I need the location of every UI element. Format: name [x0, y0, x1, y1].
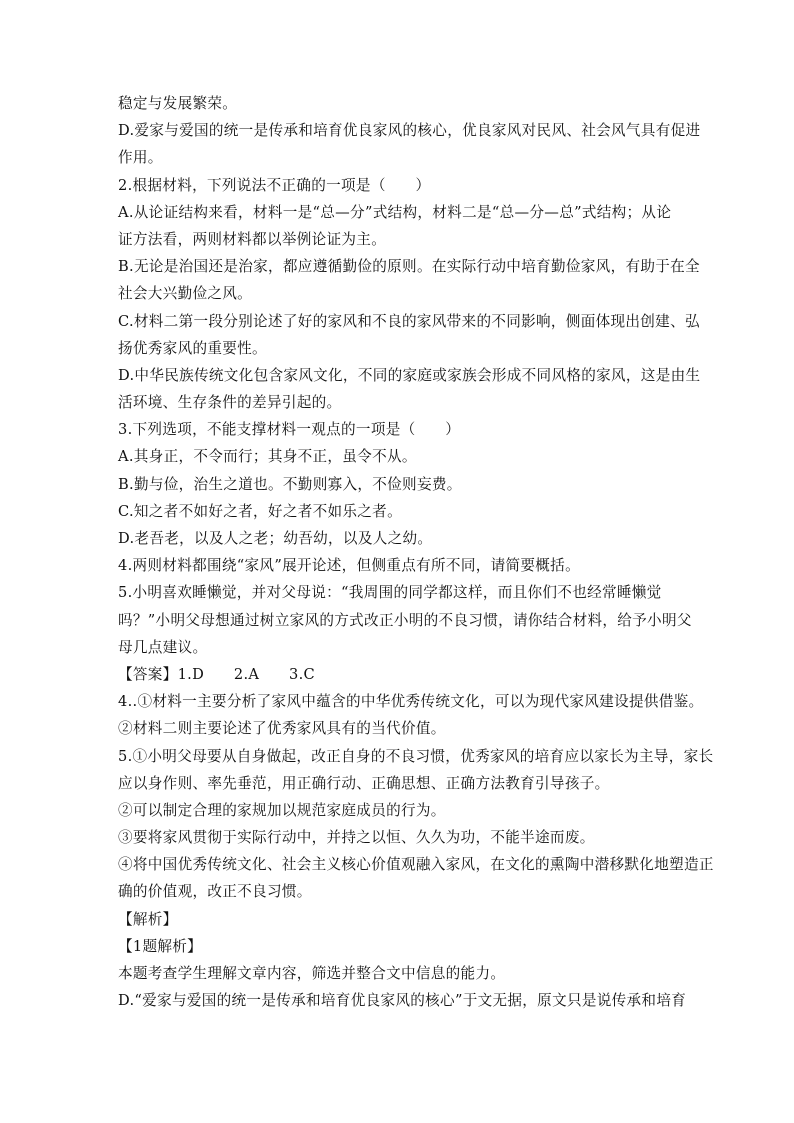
- text-line: ②材料二则主要论述了优秀家风具有的当代价值。: [118, 720, 446, 738]
- option-a-line: A.其身正，不令而行；其身不正，虽令不从。: [118, 448, 417, 466]
- text-line: 母几点建议。: [118, 638, 208, 656]
- text-line: 作用。: [118, 149, 163, 167]
- option-a-line: A.从论证结构来看，材料一是“总—分”式结构，材料二是“总—分—总”式结构；从论: [118, 203, 672, 221]
- option-b-line: B.无论是治国还是治家，都应遵循勤俭的原则。在实际行动中培育勤俭家风，有助于在全: [118, 258, 700, 276]
- text-line: 本题考查学生理解文章内容，筛选并整合文中信息的能力。: [118, 965, 506, 982]
- text-line: D.“爱家与爱国的统一是传承和培育优良家风的核心”于文无据，原文只是说传承和培育: [118, 992, 687, 1010]
- option-c-line: C.知之者不如好之者，好之者不如乐之者。: [118, 502, 402, 520]
- question-3: 3.下列选项，不能支撑材料一观点的一项是（ ）: [118, 421, 461, 439]
- option-b-line: B.勤与俭，治生之道也。不勤则寡入，不俭则妄费。: [118, 475, 462, 493]
- question-4: 4.两则材料都围绕“家风”展开论述，但侧重点有所不同，请简要概括。: [118, 557, 580, 575]
- question-5: 5.小明喜欢睡懒觉，并对父母说：“我周围的同学都这样，而且你们不也经常睡懒觉: [118, 584, 662, 602]
- analysis-heading: 【解析】: [118, 910, 178, 928]
- text-line: ②可以制定合理的家规加以规范家庭成员的行为。: [118, 801, 446, 819]
- text-line: 社会大兴勤俭之风。: [118, 285, 253, 303]
- answer-heading: 【答案】1.D 2.A 3.C: [118, 665, 316, 683]
- answer-4-line: 4..①材料一主要分析了家风中蕴含的中华优秀传统文化，可以为现代家风建设提供借鉴。: [118, 693, 704, 711]
- option-d-line: D.老吾老，以及人之老；幼吾幼，以及人之幼。: [118, 530, 433, 547]
- text-line: 扬优秀家风的重要性。: [118, 339, 267, 357]
- text-line: 确的价值观，改正不良习惯。: [118, 883, 312, 901]
- option-d-line: D.中华民族传统文化包含家风文化，不同的家庭或家族会形成不同风格的家风，这是由生: [118, 366, 701, 384]
- answer-5-line: 5.①小明父母要从自身做起，改正自身的不良习惯，优秀家风的培育应以家长为主导，家长: [118, 747, 714, 765]
- analysis-1-heading: 【1题解析】: [118, 937, 203, 955]
- text-line: 活环境、生存条件的差异引起的。: [118, 394, 342, 412]
- question-2: 2.根据材料，下列说法不正确的一项是（ ）: [118, 176, 431, 194]
- text-line: 应以身作则、率先垂范，用正确行动、正确思想、正确方法教育引导孩子。: [118, 774, 610, 792]
- text-line: ③要将家风贯彻于实际行动中，并持之以恒、久久为功，不能半途而废。: [118, 829, 595, 847]
- text-line: ④将中国优秀传统文化、社会主义核心价值观融入家风，在文化的熏陶中潜移默化地塑造正: [118, 856, 714, 874]
- document-page: [118, 90, 714, 1014]
- text-line: 吗？”小明父母想通过树立家风的方式改正小明的不良习惯，请你结合材料，给予小明父: [118, 611, 692, 629]
- option-d-line: D.爱家与爱国的统一是传承和培育优良家风的核心，优良家风对民风、社会风气具有促进: [118, 122, 701, 140]
- option-c-line: C.材料二第一段分别论述了好的家风和不良的家风带来的不同影响，侧面体现出创建、弘: [118, 312, 700, 330]
- text-line: 稳定与发展繁荣。: [118, 95, 238, 112]
- text-line: 证方法看，两则材料都以举例论证为主。: [118, 230, 387, 248]
